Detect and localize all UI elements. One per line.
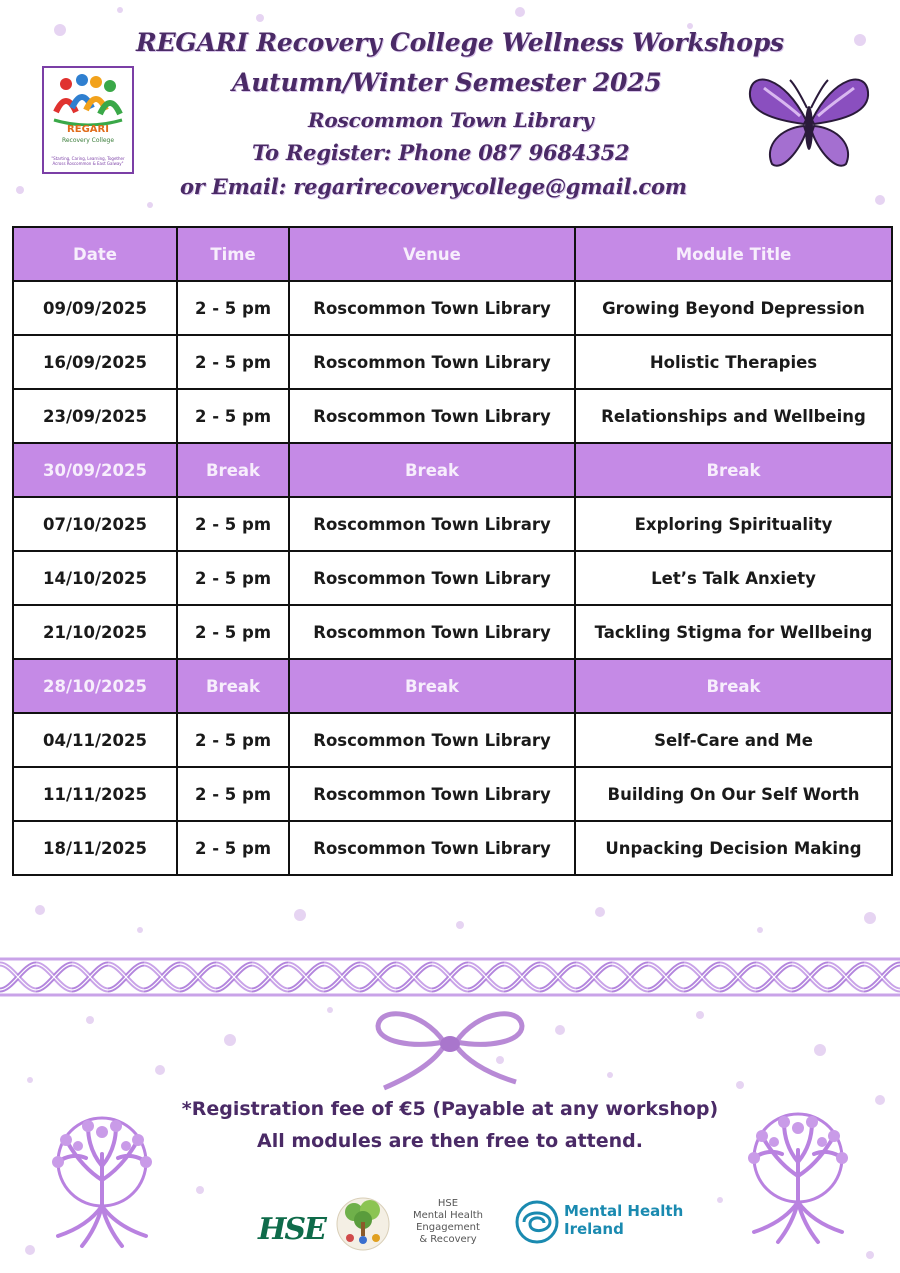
cell-time: 2 - 5 pm xyxy=(177,713,289,767)
free-modules-note: All modules are then free to attend. xyxy=(257,1130,643,1152)
cell-venue: Roscommon Town Library xyxy=(289,767,575,821)
table-row-break xyxy=(13,443,892,497)
hse-mental-health-text: HSE Mental Health Engagement & Recovery xyxy=(413,1198,483,1245)
cell-date: 11/11/2025 xyxy=(13,767,177,821)
tree-of-life-icon xyxy=(732,1106,864,1246)
table-header-row xyxy=(13,227,892,281)
workshop-schedule-table xyxy=(12,226,893,876)
logo-name: REGARI xyxy=(67,124,109,135)
cell-venue: Break xyxy=(289,443,575,497)
table-row xyxy=(13,713,892,767)
celtic-knot-border xyxy=(0,956,900,998)
twine-bow-icon xyxy=(372,1002,528,1092)
cell-module-title: Relationships and Wellbeing xyxy=(575,389,892,443)
cell-date: 16/09/2025 xyxy=(13,335,177,389)
cell-venue: Break xyxy=(289,659,575,713)
cell-module-title: Building On Our Self Worth xyxy=(575,767,892,821)
cell-venue: Roscommon Town Library xyxy=(289,389,575,443)
venue-heading: Roscommon Town Library xyxy=(308,108,594,132)
cell-venue: Roscommon Town Library xyxy=(289,335,575,389)
hse-logo: HSE xyxy=(258,1212,325,1247)
cell-module-title: Holistic Therapies xyxy=(575,335,892,389)
cell-date: 28/10/2025 xyxy=(13,659,177,713)
header xyxy=(0,0,900,215)
regari-logo xyxy=(42,66,134,174)
cell-time: 2 - 5 pm xyxy=(177,281,289,335)
cell-module-title: Unpacking Decision Making xyxy=(575,821,892,875)
cell-module-title: Break xyxy=(575,659,892,713)
cell-venue: Roscommon Town Library xyxy=(289,713,575,767)
cell-module-title: Self-Care and Me xyxy=(575,713,892,767)
cell-time: Break xyxy=(177,443,289,497)
cell-time: 2 - 5 pm xyxy=(177,605,289,659)
cell-venue: Roscommon Town Library xyxy=(289,551,575,605)
header-time: Time xyxy=(177,227,289,281)
butterfly-icon xyxy=(744,66,874,176)
cell-date: 23/09/2025 xyxy=(13,389,177,443)
table-row xyxy=(13,551,892,605)
cell-time: 2 - 5 pm xyxy=(177,389,289,443)
partner-logos xyxy=(250,1192,690,1262)
cell-time: 2 - 5 pm xyxy=(177,767,289,821)
logo-tagline: "Starting, Caring, Learning, Together Across Roscommon & East Galway" xyxy=(51,156,125,166)
registration-fee: *Registration fee of €5 (Payable at any workshop) xyxy=(181,1098,719,1120)
table-row xyxy=(13,767,892,821)
cell-time: 2 - 5 pm xyxy=(177,497,289,551)
cell-date: 07/10/2025 xyxy=(13,497,177,551)
mental-health-ireland-icon xyxy=(514,1196,560,1248)
cell-time: 2 - 5 pm xyxy=(177,821,289,875)
cell-time: 2 - 5 pm xyxy=(177,335,289,389)
cell-date: 21/10/2025 xyxy=(13,605,177,659)
cell-venue: Roscommon Town Library xyxy=(289,605,575,659)
semester-title: Autumn/Winter Semester 2025 xyxy=(232,68,662,97)
table-row xyxy=(13,281,892,335)
cell-venue: Roscommon Town Library xyxy=(289,497,575,551)
table-row xyxy=(13,821,892,875)
table-row xyxy=(13,335,892,389)
cell-venue: Roscommon Town Library xyxy=(289,281,575,335)
table-row xyxy=(13,389,892,443)
cell-date: 30/09/2025 xyxy=(13,443,177,497)
cell-date: 09/09/2025 xyxy=(13,281,177,335)
register-email: or Email: regarirecoverycollege@gmail.com xyxy=(180,174,687,199)
table-row xyxy=(13,605,892,659)
cell-module-title: Exploring Spirituality xyxy=(575,497,892,551)
cell-time: Break xyxy=(177,659,289,713)
table-row-break xyxy=(13,659,892,713)
logo-subtitle: Recovery College xyxy=(61,137,115,144)
page-title: REGARI Recovery College Wellness Workshops xyxy=(136,28,784,57)
cell-module-title: Growing Beyond Depression xyxy=(575,281,892,335)
community-tree-logo xyxy=(336,1194,390,1254)
header-date: Date xyxy=(13,227,177,281)
register-phone: To Register: Phone 087 9684352 xyxy=(252,140,630,165)
cell-date: 04/11/2025 xyxy=(13,713,177,767)
cell-date: 14/10/2025 xyxy=(13,551,177,605)
mental-health-ireland-text: Mental Health Ireland xyxy=(564,1202,684,1238)
cell-module-title: Let’s Talk Anxiety xyxy=(575,551,892,605)
header-module-title: Module Title xyxy=(575,227,892,281)
table-row xyxy=(13,497,892,551)
cell-date: 18/11/2025 xyxy=(13,821,177,875)
cell-venue: Roscommon Town Library xyxy=(289,821,575,875)
people-figures-icon xyxy=(48,72,128,126)
cell-module-title: Break xyxy=(575,443,892,497)
cell-time: 2 - 5 pm xyxy=(177,551,289,605)
cell-module-title: Tackling Stigma for Wellbeing xyxy=(575,605,892,659)
tree-of-life-icon xyxy=(36,1110,168,1250)
header-venue: Venue xyxy=(289,227,575,281)
